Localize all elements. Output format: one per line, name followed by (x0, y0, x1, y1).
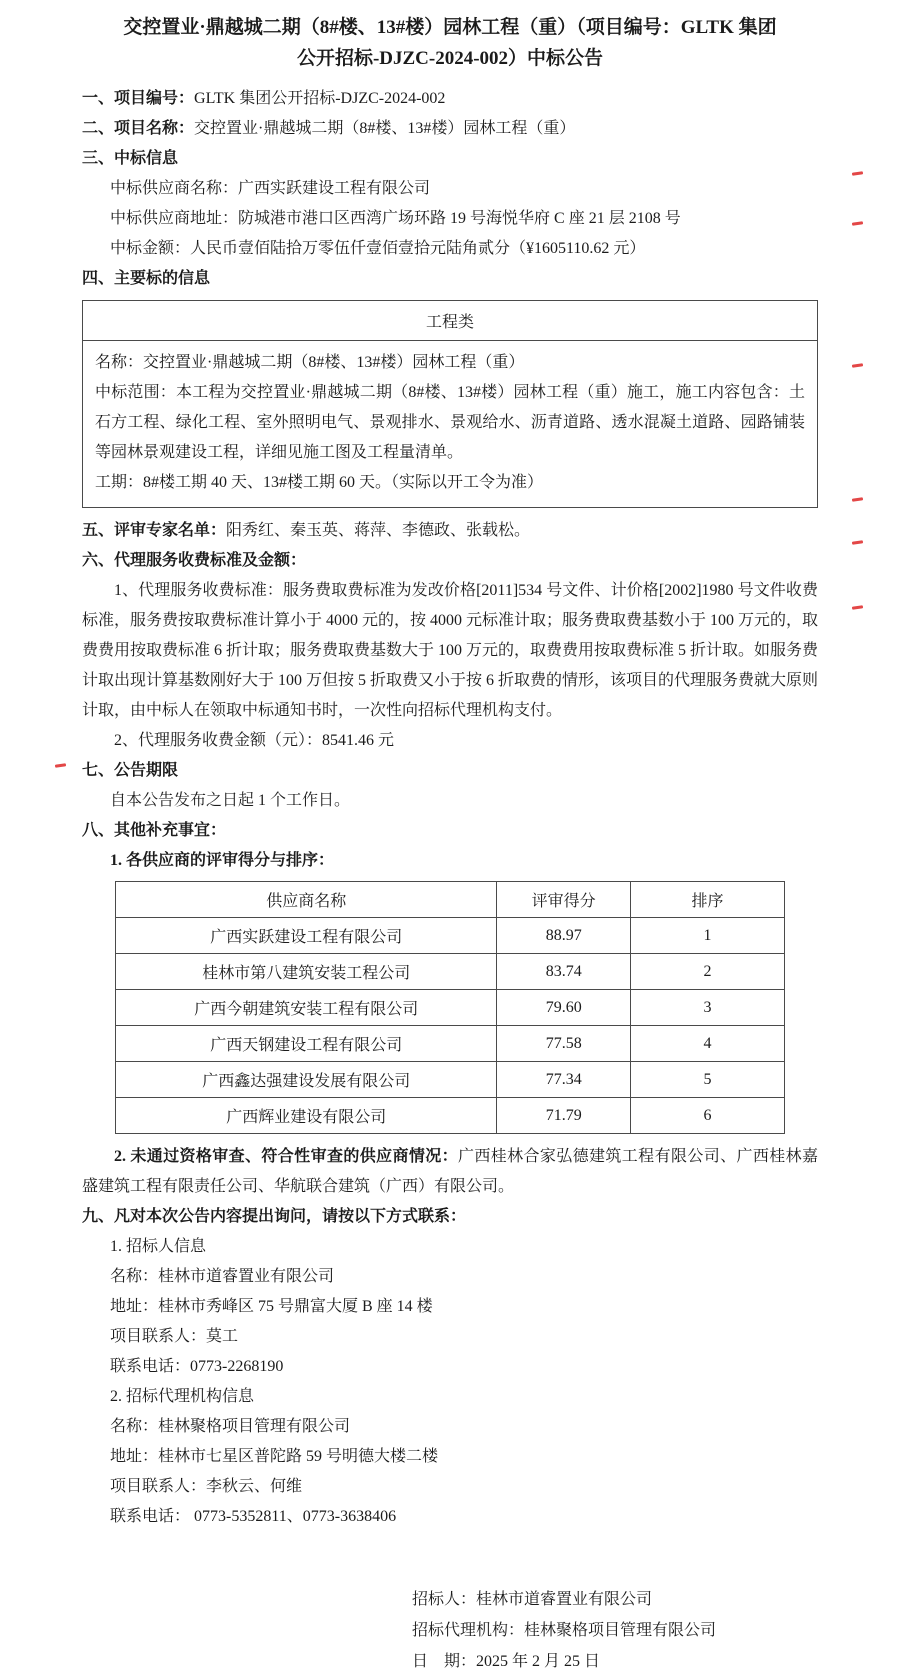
supplier-rank: 5 (631, 1062, 785, 1098)
revision-mark (55, 763, 66, 768)
supplier-score: 83.74 (497, 954, 631, 990)
supplier-score: 77.34 (497, 1062, 631, 1098)
award-amount-value: 人民币壹佰陆拾万零伍仟壹佰壹拾元陆角贰分（¥1605110.62 元） (190, 240, 646, 257)
supplier-score: 88.97 (497, 918, 631, 954)
supplier-score: 77.58 (497, 1026, 631, 1062)
agency-contact-line: 项目联系人：李秋云、何维 (110, 1478, 303, 1495)
expert-list-line (82, 516, 818, 546)
ranking-header: 排序 (631, 882, 785, 918)
revision-mark (852, 171, 863, 176)
winner-name-label: 中标供应商名称： (110, 180, 239, 197)
supplier-score-table (115, 881, 785, 1134)
project-name-label: 二、项目名称： (82, 120, 195, 137)
expert-list-value: 阳秀红、秦玉英、蒋萍、李德政、张载松。 (226, 522, 531, 539)
supplier-name: 广西鑫达强建设发展有限公司 (116, 1062, 497, 1098)
supplier-table-row (116, 1062, 785, 1098)
supplier-rank: 1 (631, 918, 785, 954)
main-subject-table-header-row (83, 301, 818, 341)
supplier-name: 广西辉业建设有限公司 (116, 1098, 497, 1134)
rejected-suppliers-paragraph (82, 1142, 818, 1202)
winner-name-line (82, 174, 818, 204)
project-number-value: GLTK 集团公开招标-DJZC-2024-002 (194, 90, 446, 107)
supplier-rank: 3 (631, 990, 785, 1026)
signature-tenderer: 招标人：桂林市道睿置业有限公司 (412, 1591, 653, 1608)
supplier-rank: 6 (631, 1098, 785, 1134)
project-number-line (82, 84, 818, 114)
subject-duration: 工期：8#楼工期 40 天、13#楼工期 60 天。（实际以开工令为准） (95, 474, 544, 491)
supplier-table-row (116, 1098, 785, 1134)
agency-fee-heading: 六、代理服务收费标准及金额： (82, 552, 307, 569)
revision-mark (852, 363, 863, 368)
main-subject-heading: 四、主要标的信息 (82, 270, 211, 287)
supplier-table-row (116, 954, 785, 990)
supplier-table-row (116, 990, 785, 1026)
winner-address-line (82, 204, 818, 234)
supplier-name: 广西今朝建筑安装工程有限公司 (116, 990, 497, 1026)
supplier-score: 71.79 (497, 1098, 631, 1134)
supplier-table-row (116, 918, 785, 954)
supplier-table-header-row (116, 882, 785, 918)
agency-fee-standard-paragraph: 1、代理服务收费标准：服务费取费标准为发改价格[2011]534 号文件、计价格[2002]1980 号文件收费标准，服务费按取费标准计算小于 4000 元的，按 4000 元标准计取；服务费取费基数小于 100 万元的，取费费用按取费标准 6 折计取；服务费取费基数大于 100 万元的，取费费用按取费标准 5 折计取。如服务费计取出现计算基数刚好大于 100 万但按 5 折取费又小于按 6 折取费的情形，该项目的代理服务费就大原则计取，由中标人在领取中标通知书时，一次性向招标代理机构支付。 (82, 582, 819, 719)
supplier-name: 广西天钢建设工程有限公司 (116, 1026, 497, 1062)
expert-list-label: 五、评审专家名单： (82, 522, 227, 539)
signature-date: 日 期：2025 年 2 月 25 日 (412, 1653, 601, 1670)
tenderer-address-line: 地址：桂林市秀峰区 75 号鼎富大厦 B 座 14 楼 (110, 1298, 433, 1315)
award-amount-label: 中标金额： (110, 240, 191, 257)
revision-mark (852, 605, 863, 610)
supplier-name: 桂林市第八建筑安装工程公司 (116, 954, 497, 990)
agency-phone-line: 联系电话： 0773-5352811、0773-3638406 (110, 1508, 397, 1525)
tenderer-info-heading: 1. 招标人信息 (110, 1238, 207, 1255)
revision-mark (852, 540, 863, 545)
tenderer-phone-line: 联系电话：0773-2268190 (110, 1358, 284, 1375)
winner-name-value: 广西实跃建设工程有限公司 (238, 180, 431, 197)
award-amount-line (82, 234, 818, 264)
other-matters-heading: 八、其他补充事宜： (82, 822, 227, 839)
review-score-header: 评审得分 (497, 882, 631, 918)
announcement-period-heading: 七、公告期限 (82, 762, 179, 779)
revision-mark (852, 221, 863, 226)
main-subject-table-body-row (83, 341, 818, 508)
main-subject-table-body (83, 341, 818, 508)
agency-info-heading: 2. 招标代理机构信息 (110, 1388, 255, 1405)
project-number-label: 一、项目编号： (82, 90, 195, 107)
supplier-rank: 2 (631, 954, 785, 990)
score-ranking-subheading: 1. 各供应商的评审得分与排序： (110, 852, 335, 869)
supplier-table-row (116, 1026, 785, 1062)
supplier-name-header: 供应商名称 (116, 882, 497, 918)
title-line-1: 交控置业·鼎越城二期（8#楼、13#楼）园林工程（重）（项目编号：GLTK 集团 (123, 17, 777, 38)
signature-agency: 招标代理机构：桂林聚格项目管理有限公司 (412, 1622, 717, 1639)
main-subject-table-header: 工程类 (83, 301, 818, 341)
agency-fee-amount-line: 2、代理服务收费金额（元）：8541.46 元 (114, 732, 395, 749)
announcement-period-body: 自本公告发布之日起 1 个工作日。 (110, 792, 351, 809)
supplier-name: 广西实跃建设工程有限公司 (116, 918, 497, 954)
document-title (82, 12, 818, 74)
agency-name-line: 名称：桂林聚格项目管理有限公司 (110, 1418, 351, 1435)
project-name-value: 交控置业·鼎越城二期（8#楼、13#楼）园林工程（重） (194, 120, 576, 137)
revision-mark (852, 497, 863, 502)
supplier-score: 79.60 (497, 990, 631, 1026)
main-subject-table (82, 300, 818, 508)
project-name-line (82, 114, 818, 144)
rejected-suppliers-value: 广西桂林合家弘德建筑工程有限公司、广西桂林嘉盛建筑工程有限责任公司、华航联合建筑（广西）有限公司。 (82, 1148, 818, 1195)
subject-scope: 中标范围：本工程为交控置业·鼎越城二期（8#楼、13#楼）园林工程（重）施工，施工内容包含：土石方工程、绿化工程、室外照明电气、景观排水、景观给水、沥青道路、透水混凝土道路、园路铺装等园林景观建设工程，详细见施工图及工程量清单。 (95, 384, 805, 461)
rejected-suppliers-label: 2. 未通过资格审查、符合性审查的供应商情况： (114, 1148, 458, 1165)
winner-address-label: 中标供应商地址： (110, 210, 239, 227)
signature-block (82, 1584, 818, 1677)
agency-address-line: 地址：桂林市七星区普陀路 59 号明德大楼二楼 (110, 1448, 439, 1465)
supplier-rank: 4 (631, 1026, 785, 1062)
tenderer-contact-line: 项目联系人：莫工 (110, 1328, 239, 1345)
award-info-heading: 三、中标信息 (82, 150, 179, 167)
tenderer-name-line: 名称：桂林市道睿置业有限公司 (110, 1268, 335, 1285)
contact-section-heading: 九、凡对本次公告内容提出询问，请按以下方式联系： (82, 1208, 467, 1225)
winner-address-value: 防城港市港口区西湾广场环路 19 号海悦华府 C 座 21 层 2108 号 (238, 210, 681, 227)
title-line-2: 公开招标-DJZC-2024-002）中标公告 (296, 48, 604, 69)
subject-name: 名称：交控置业·鼎越城二期（8#楼、13#楼）园林工程（重） (95, 354, 525, 371)
